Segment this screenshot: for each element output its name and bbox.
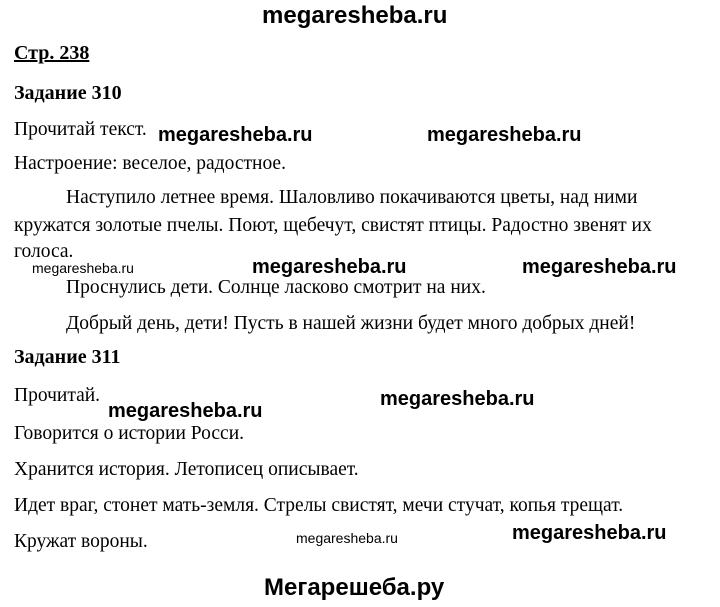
watermark-large: megaresheba.ru (108, 400, 263, 422)
task-310-line1: Прочитай текст. (14, 119, 147, 140)
header-site: megaresheba.ru (262, 2, 448, 29)
task-311-line4: Идет враг, стонет мать-земля. Стрелы свистят, мечи стучат, копья трещат. (14, 495, 624, 516)
task-311-line2: Говорится о истории Росси. (14, 423, 245, 444)
watermark-large: megaresheba.ru (158, 124, 313, 146)
task-311-line3: Хранится история. Летописец описывает. (14, 459, 359, 480)
watermark-small: megaresheba.ru (32, 260, 134, 276)
task-311-title: Задание 311 (14, 346, 121, 368)
watermark-large: megaresheba.ru (522, 256, 677, 278)
task-310-para1-line1: Наступило летнее время. Шаловливо покачиваются цветы, над ними (66, 187, 638, 208)
task-311-line1: Прочитай. (14, 385, 101, 406)
task-310-para1-line3: голоса. (14, 241, 74, 262)
footer-site: Мегарешеба.ру (264, 574, 445, 601)
task-310-para2: Проснулись дети. Солнце ласково смотрит на них. (66, 277, 486, 298)
watermark-large: megaresheba.ru (252, 256, 407, 278)
task-310-para1-line2: кружатся золотые пчелы. Поют, щебечут, свистят птицы. Радостно звенят их (14, 215, 652, 236)
task-310-line2: Настроение: веселое, радостное. (14, 153, 286, 174)
watermark-large: megaresheba.ru (427, 124, 582, 146)
watermark-large: megaresheba.ru (512, 522, 667, 544)
task-310-para3: Добрый день, дети! Пусть в нашей жизни будет много добрых дней! (66, 313, 636, 334)
watermark-small: megaresheba.ru (296, 530, 398, 546)
page-label: Стр. 238 (14, 42, 90, 64)
task-310-title: Задание 310 (14, 82, 122, 104)
watermark-large: megaresheba.ru (380, 388, 535, 410)
task-311-line5: Кружат вороны. (14, 531, 148, 552)
